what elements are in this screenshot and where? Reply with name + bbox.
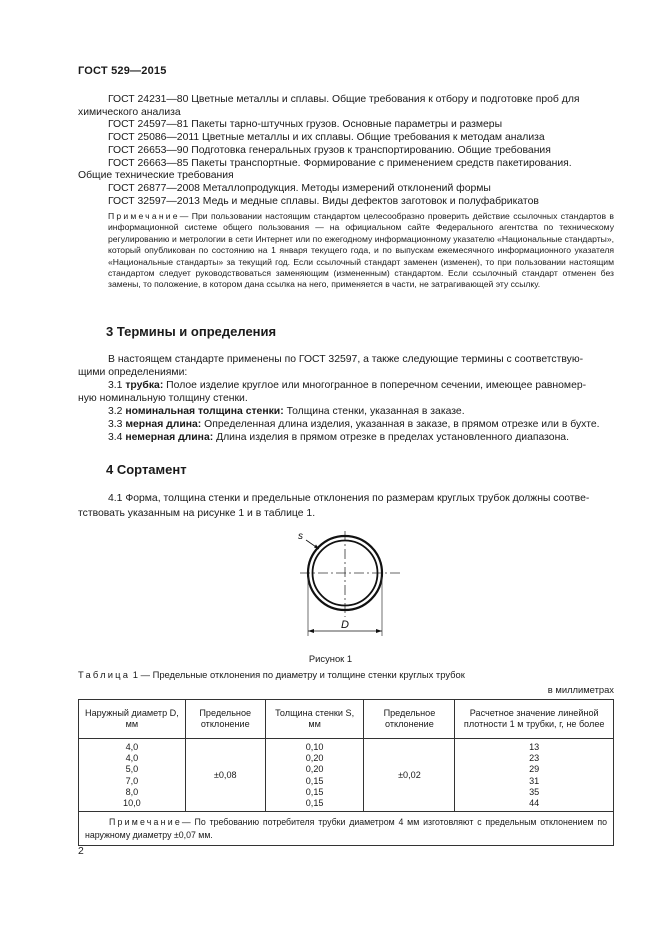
table-cell: 13 [529, 742, 540, 752]
section-4-heading: 4 Сортамент [106, 462, 187, 477]
figure-caption: Рисунок 1 [308, 653, 353, 664]
term-3-3 [78, 418, 614, 431]
table-cell: 4,0 [125, 753, 139, 764]
table-cell: 0,20 [305, 764, 324, 775]
term-definition: Определенная длина изделия, указанная в заказе, в прямом отрезке или в бухте. [204, 419, 600, 430]
reference-line: ГОСТ 24597—81 Пакеты тарно-штучных грузов. Основные параметры и размеры [108, 119, 503, 131]
wall-thickness-label: s [298, 531, 303, 542]
table-cell: 44 [529, 798, 540, 809]
table-cell: 10,0 [123, 798, 141, 809]
term-3-2 [78, 405, 614, 418]
note-text: — При пользовании настоящим стандартом целесообразно проверить действие ссылочных стандартов в информационной системе общего пользования — на официальном сайте Федерального агентства по техническому регулированию и метрологии в сети Интернет или по ежегодному информационному указателю «Национальные стандарты», который опубликован по состоянию на 1 января текущего года, и по выпускам ежемесячного информационного указателя «Национальные стандарты» за текущий год. Если ссылочный стандарт заменен (изменен), то при пользовании настоящим стандартом следует руководствоваться заменяющим (измененным) стандартом. Если ссылочный стандарт отменен без замены, то положение, в котором дана ссылка на него, применяется в части, не затрагивающей эту ссылку. [108, 211, 614, 290]
paragraph-line: 4.1 Форма, толщина стенки и предельные отклонения по размерам круглых трубок должны соотве- [108, 493, 590, 504]
diameter-tolerance-cell: ±0,08 [185, 739, 265, 812]
table-units: в миллиметрах [547, 684, 614, 695]
table-cell: 0,20 [305, 753, 324, 764]
term-number: 3.1 [108, 380, 123, 391]
table-caption-text: 1 — Предельные отклонения по диаметру и толщине стенки круглых трубок [132, 669, 465, 680]
table-cell: 8,0 [125, 786, 139, 797]
references-note [78, 211, 614, 291]
term-name: трубка: [125, 380, 164, 391]
term-number: 3.4 [108, 432, 123, 443]
term-definition: Длина изделия в прямом отрезке в пределах установленного диапазона. [216, 432, 569, 443]
table-cell: 29 [529, 764, 540, 775]
terms-intro: В настоящем стандарте применены по ГОСТ 32597, а также следующие термины с соответствую- [108, 354, 584, 365]
term-3-1 [78, 379, 614, 392]
wall-tolerance-cell: ±0,02 [364, 739, 455, 812]
tolerance-table [78, 699, 614, 846]
table-caption [78, 669, 465, 680]
table-cell: 0,10 [305, 742, 324, 752]
table-cell: 5,0 [125, 764, 139, 775]
table-cell: 0,15 [305, 775, 324, 786]
terms-intro-cont: щими определениями: [78, 367, 188, 378]
term-definition: Полое изделие круглое или многогранное в поперечном сечении, имеющее равномер- [166, 380, 587, 391]
note-label: Примечание [109, 817, 182, 828]
table-cell: 0,15 [305, 786, 324, 797]
table-note [79, 812, 614, 846]
note-label: Примечание [108, 211, 180, 221]
normative-references [78, 94, 614, 208]
reference-line: Общие технические требования [78, 170, 234, 182]
reference-line: ГОСТ 26653—90 Подготовка генеральных грузов к транспортированию. Общие требования [108, 144, 551, 156]
reference-line: ГОСТ 24231—80 Цветные металлы и сплавы. Общие требования к отбору и подготовке проб для [108, 94, 580, 105]
section-4-paragraph [78, 491, 614, 521]
terms-section [78, 353, 614, 444]
wall-column [265, 739, 364, 812]
tube-cross-section-figure [290, 525, 410, 650]
page-number: 2 [78, 846, 84, 857]
dimension-arrow-left [308, 629, 314, 633]
diameter-label: D [341, 619, 349, 631]
term-definition-cont: ную номинальную толщину стенки. [78, 393, 248, 404]
density-column [455, 739, 614, 812]
term-name: мерная длина: [125, 419, 202, 430]
table-cell: 7,0 [125, 775, 139, 786]
reference-line: ГОСТ 25086—2011 Цветные металлы и их сплавы. Общие требования к методам анализа [108, 132, 545, 144]
header-cell: Наружный диаметр D, мм [79, 700, 186, 739]
reference-line: химического анализа [78, 106, 181, 118]
document-header: ГОСТ 529—2015 [78, 65, 167, 77]
term-name: немерная длина: [125, 432, 214, 443]
header-cell: Предельное отклонение [364, 700, 455, 739]
term-number: 3.2 [108, 406, 123, 417]
reference-line: ГОСТ 26663—85 Пакеты транспортные. Формирование с применением средств пакетирования. [108, 157, 572, 169]
term-3-4 [78, 431, 614, 444]
note-text: — По требованию потребителя трубки диаметром 4 мм изготовляют с предельным отклонением по наружному диаметру ±0,07 мм. [85, 817, 607, 840]
dimension-arrow-right [376, 629, 382, 633]
diameter-column [79, 739, 186, 812]
paragraph-line: тствовать указанным на рисунке 1 и в таблице 1. [78, 508, 316, 519]
term-definition: Толщина стенки, указанная в заказе. [286, 406, 465, 417]
table-header-row [79, 700, 614, 739]
reference-line: ГОСТ 26877—2008 Металлопродукция. Методы измерений отклонений формы [108, 182, 491, 194]
header-cell: Толщина стенки S, мм [265, 700, 364, 739]
table-caption-label: Таблица [78, 669, 131, 680]
table-cell: 31 [529, 775, 540, 786]
table-note-row [79, 812, 614, 846]
header-cell: Предельное отклонение [185, 700, 265, 739]
table-cell: 0,15 [305, 798, 324, 809]
section-3-heading: 3 Термины и определения [106, 324, 277, 339]
table-data-row [79, 739, 614, 812]
table-cell: 4,0 [125, 742, 139, 752]
term-number: 3.3 [108, 419, 123, 430]
reference-line: ГОСТ 32597—2013 Медь и медные сплавы. Виды дефектов заготовок и полуфабрикатов [108, 195, 539, 207]
term-name: номинальная толщина стенки: [125, 406, 284, 417]
table-cell: 23 [529, 753, 540, 764]
header-cell: Расчетное значение линейной плотности 1 м трубки, г, не более [455, 700, 614, 739]
table-cell: 35 [529, 786, 540, 797]
